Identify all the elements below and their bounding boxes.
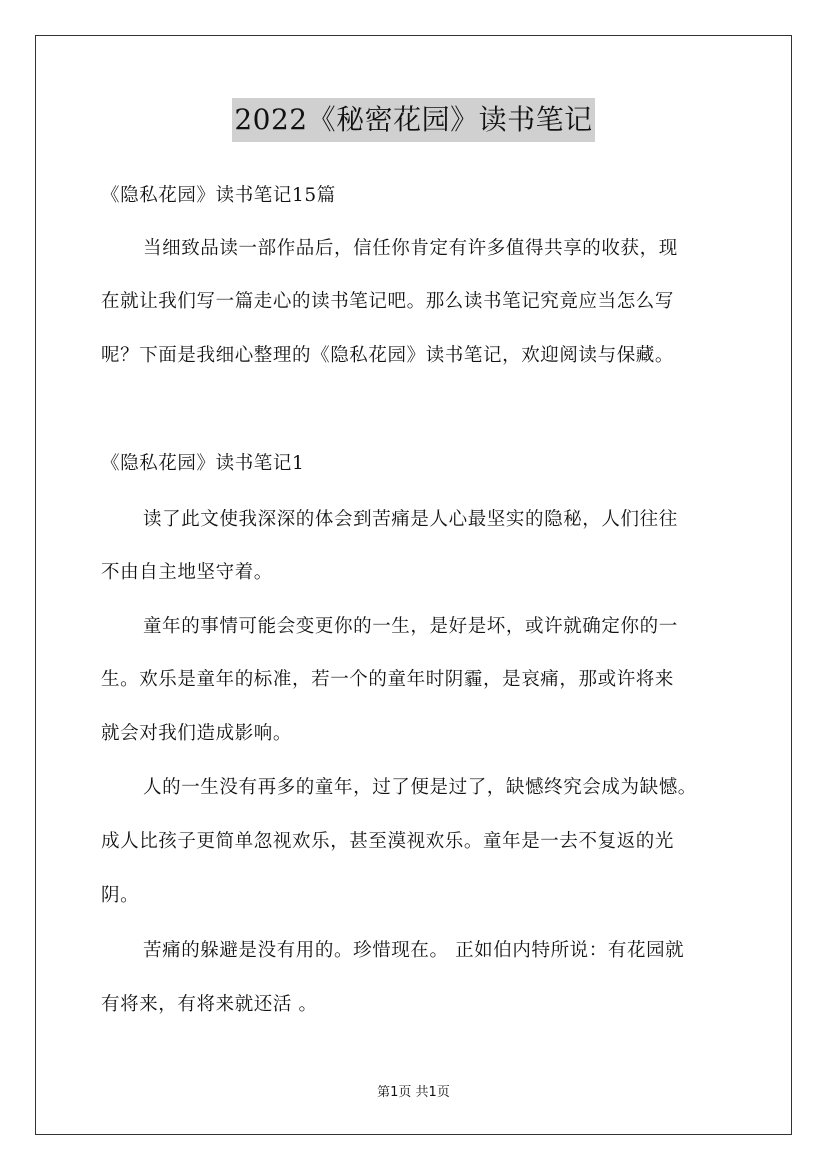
- paragraph-line: 呢？下面是我细心整理的《隐私花园》读书笔记，欢迎阅读与保藏。: [101, 345, 675, 366]
- paragraph-line: 人的一生没有再多的童年，过了便是过了，缺憾终究会成为缺憾。: [143, 777, 697, 798]
- paragraph-line: 就会对我们造成影响。: [101, 723, 293, 744]
- subtitle-line: 《隐私花园》读书笔记15篇: [101, 185, 336, 206]
- section-heading: 《隐私花园》读书笔记1: [101, 453, 305, 474]
- document-title: 2022《秘密花园》读书笔记: [232, 98, 594, 142]
- paragraph-line: 不由自主地坚守着。: [101, 562, 273, 583]
- title-container: [0, 98, 827, 142]
- paragraph-line: 阴。: [101, 885, 140, 906]
- paragraph-line: 在就让我们写一篇走心的读书笔记吧。那么读书笔记究竟应当怎么写: [101, 291, 675, 312]
- paragraph-line: 成人比孩子更简单忽视欢乐，甚至漠视欢乐。童年是一去不复返的光: [101, 831, 675, 852]
- paragraph-line: 有将来，有将来就还活 。: [101, 994, 318, 1015]
- paragraph-line: 读了此文使我深深的体会到苦痛是人心最坚实的隐秘，人们往往: [143, 509, 678, 530]
- page-footer: 第1页 共1页: [377, 1085, 450, 1100]
- paragraph-line: 苦痛的躲避是没有用的。珍惜现在。 正如伯内特所说：有花园就: [143, 940, 685, 961]
- paragraph-line: 童年的事情可能会变更你的一生，是好是坏，或许就确定你的一: [143, 616, 678, 637]
- paragraph-line: 生。欢乐是童年的标准，若一个的童年时阴霾，是哀痛，那或许将来: [101, 669, 675, 690]
- paragraph-line: 当细致品读一部作品后，信任你肯定有许多值得共享的收获，现: [143, 238, 678, 259]
